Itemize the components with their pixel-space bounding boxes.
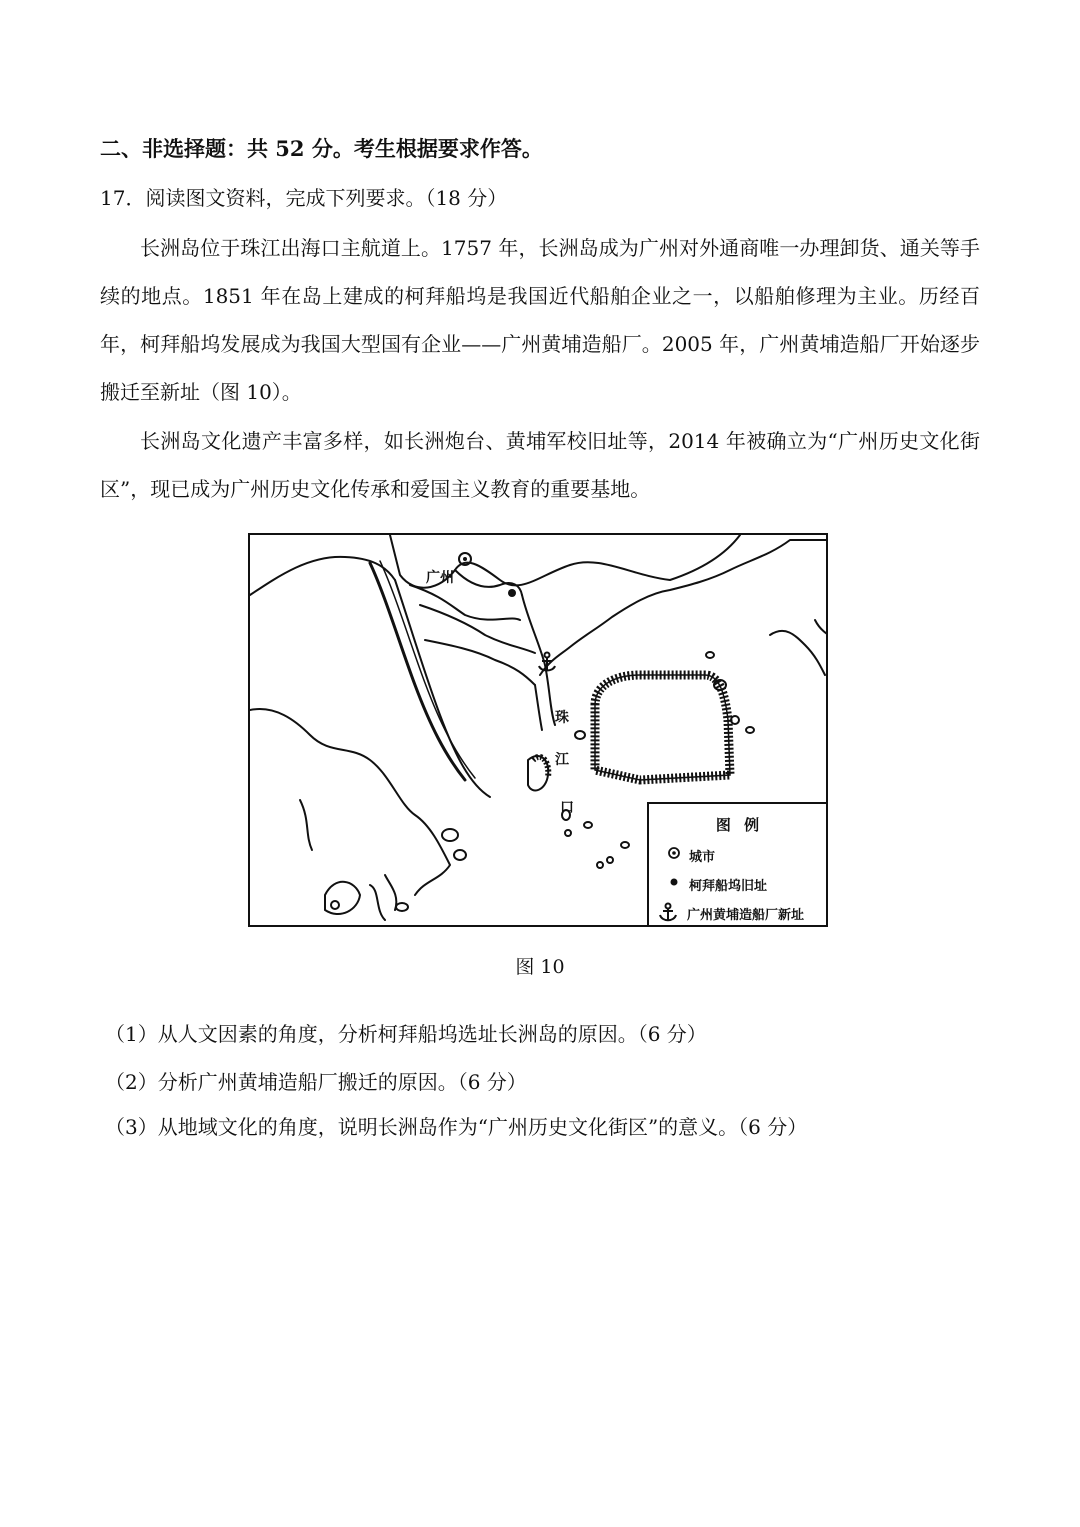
paragraph-1: 长洲岛位于珠江出海口主航道上。1757 年，长洲岛成为广州对外通商唯一办理卸货、通关等手续的地点。1851 年在岛上建成的柯拜船坞是我国近代船舶企业之一，以船舶修理为主业。历经百年，柯拜船坞发展成为我国大型国有企业——广州黄埔造船厂。2005 年，广州黄埔造船厂开始逐步搬迁至新址（图 10）。	[100, 236, 980, 404]
legend-title: 图 例	[715, 816, 764, 834]
map-legend	[647, 802, 828, 927]
legend-label-city: 城市	[689, 850, 716, 865]
legend-label-dock: 柯拜船坞旧址	[689, 879, 768, 894]
question-intro: 17．阅读图文资料，完成下列要求。（18 分）	[100, 186, 508, 210]
dot-icon	[508, 589, 516, 597]
sub-question-2: （2）分析广州黄埔造船厂搬迁的原因。（6 分）	[105, 1070, 527, 1094]
legend-label-shipyard: 广州黄埔造船厂新址	[687, 907, 805, 923]
river-char-3: 口	[560, 800, 574, 816]
sub-question-3: （3）从地域文化的角度，说明长洲岛作为“广州历史文化街区”的意义。（6 分）	[105, 1115, 808, 1139]
legend-item-shipyard	[657, 902, 804, 924]
figure-caption: 图 10	[515, 956, 565, 978]
dot-icon	[667, 878, 681, 892]
anchor-icon	[657, 902, 679, 924]
sub-question-1: （1）从人文因素的角度，分析柯拜船坞选址长洲岛的原因。（6 分）	[105, 1022, 707, 1046]
section-title: 二、非选择题：共 52 分。考生根据要求作答。	[100, 136, 543, 161]
legend-item-dock	[667, 875, 767, 894]
city-label: 广州	[426, 570, 454, 586]
legend-item-city	[667, 846, 715, 865]
river-char-2: 江	[555, 752, 569, 768]
city-icon	[667, 849, 681, 863]
river-char-1: 珠	[555, 710, 569, 726]
paragraph-2: 长洲岛文化遗产丰富多样，如长洲炮台、黄埔军校旧址等，2014 年被确立为“广州历史文化街区”，现已成为广州历史文化传承和爱国主义教育的重要基地。	[100, 429, 980, 501]
figure-10-map	[248, 533, 828, 927]
